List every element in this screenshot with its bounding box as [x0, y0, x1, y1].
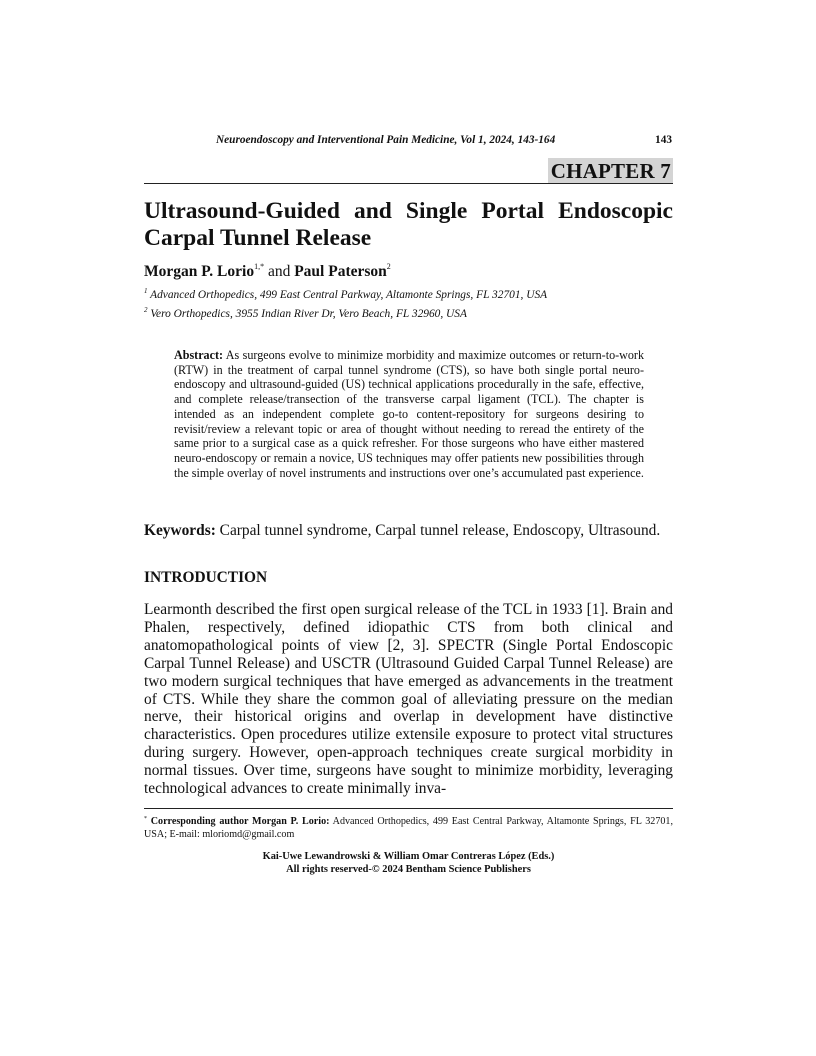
keywords-text: Carpal tunnel syndrome, Carpal tunnel release, Endoscopy, Ultrasound.	[215, 522, 661, 539]
author-affiliation-mark: 2	[386, 262, 391, 271]
abstract-label: Abstract:	[174, 348, 224, 362]
publisher-block	[144, 851, 673, 876]
body-paragraph: Learmonth described the first open surgical release of the TCL in 1933 [1]. Brain and Phalen, respectively, defined idiopathic CTS from both clinical and anatomopathological points of view [2, 3]. SPECTR (Single Portal Endoscopic Carpal Tunnel Release) and USCTR (Ultrasound Guided Carpal Tunnel Release) are two modern surgical techniques that have emerged as advancements in the treatment of CTS. While they share the common goal of alleviating pressure on the median nerve, their historical origins and overlap in development have distinctive characteristics. Open procedures utilize extensile exposure to protect vital structures during surgery. However, open-approach techniques create surgical morbidity in normal tissues. Over time, surgeons have sought to minimize morbidity, leveraging technological advances to create minimally inva-	[144, 601, 673, 798]
abstract	[174, 348, 644, 480]
keywords-label: Keywords:	[144, 522, 216, 539]
footnote-label: Corresponding author Morgan P. Lorio:	[147, 816, 330, 827]
journal-name: Neuroendoscopy and Interventional Pain Medicine, Vol 1	[216, 134, 484, 146]
section-heading-introduction: INTRODUCTION	[144, 569, 268, 586]
journal-volume-pages: , 2024, 143-164	[483, 134, 556, 146]
affiliation-mark: 1	[144, 287, 148, 295]
corresponding-author-footnote	[144, 813, 673, 841]
footnote-divider	[144, 808, 673, 809]
affiliation-mark: 2	[144, 306, 148, 314]
keywords	[144, 522, 673, 540]
page-number: 143	[655, 134, 672, 146]
author-affiliation-mark: 1,*	[254, 262, 265, 271]
rights-line: All rights reserved-© 2024 Bentham Science Publishers	[286, 863, 531, 875]
abstract-text: As surgeons evolve to minimize morbidity and maximize outcomes or return-to-work (RTW) in the treatment of carpal tunnel syndrome (CTS), so have both single portal neuro-endoscopy and ultrasound-guided (US) technical applications procedurally in the safe, effective, and complete release/transection of the transverse carpal ligament (TCL). The chapter is intended as an independent complete go-to content-repository for surgeons desiring to revisit/review a relevant topic or area of thought without needing to reread the entirety of the same prior to a surgical case as a quick refresher. For those surgeons who have either mastered neuro-endoscopy or remain a novice, US techniques may offer patients new possibilities through the simple overlay of novel instruments and instructions over one’s accumulated past experience.	[174, 348, 644, 480]
footnote-mark: *	[144, 816, 147, 822]
author-conjunction: and	[264, 263, 295, 280]
author-name: Morgan P. Lorio	[144, 263, 255, 280]
affiliation-text: Advanced Orthopedics, 499 East Central Parkway, Altamonte Springs, FL 32701, USA	[147, 289, 548, 301]
chapter-title: Ultrasound-Guided and Single Portal Endoscopic Carpal Tunnel Release	[144, 198, 673, 251]
editors-line: Kai-Uwe Lewandrowski & William Omar Contreras López (Eds.)	[262, 851, 555, 862]
footnote-text: Advanced Orthopedics, 499 East Central Parkway, Altamonte Springs, FL 32701, USA; E-mail: mloriomd@gmail.com	[144, 816, 674, 840]
affiliation	[144, 306, 467, 320]
author-line	[144, 262, 391, 281]
affiliation-text: Vero Orthopedics, 3955 Indian River Dr, Vero Beach, FL 32960, USA	[147, 308, 467, 320]
chapter-divider	[144, 183, 673, 184]
journal-citation	[216, 134, 555, 146]
author-name: Paul Paterson	[294, 263, 387, 280]
chapter-label: CHAPTER 7	[548, 158, 673, 183]
affiliation	[144, 287, 547, 301]
